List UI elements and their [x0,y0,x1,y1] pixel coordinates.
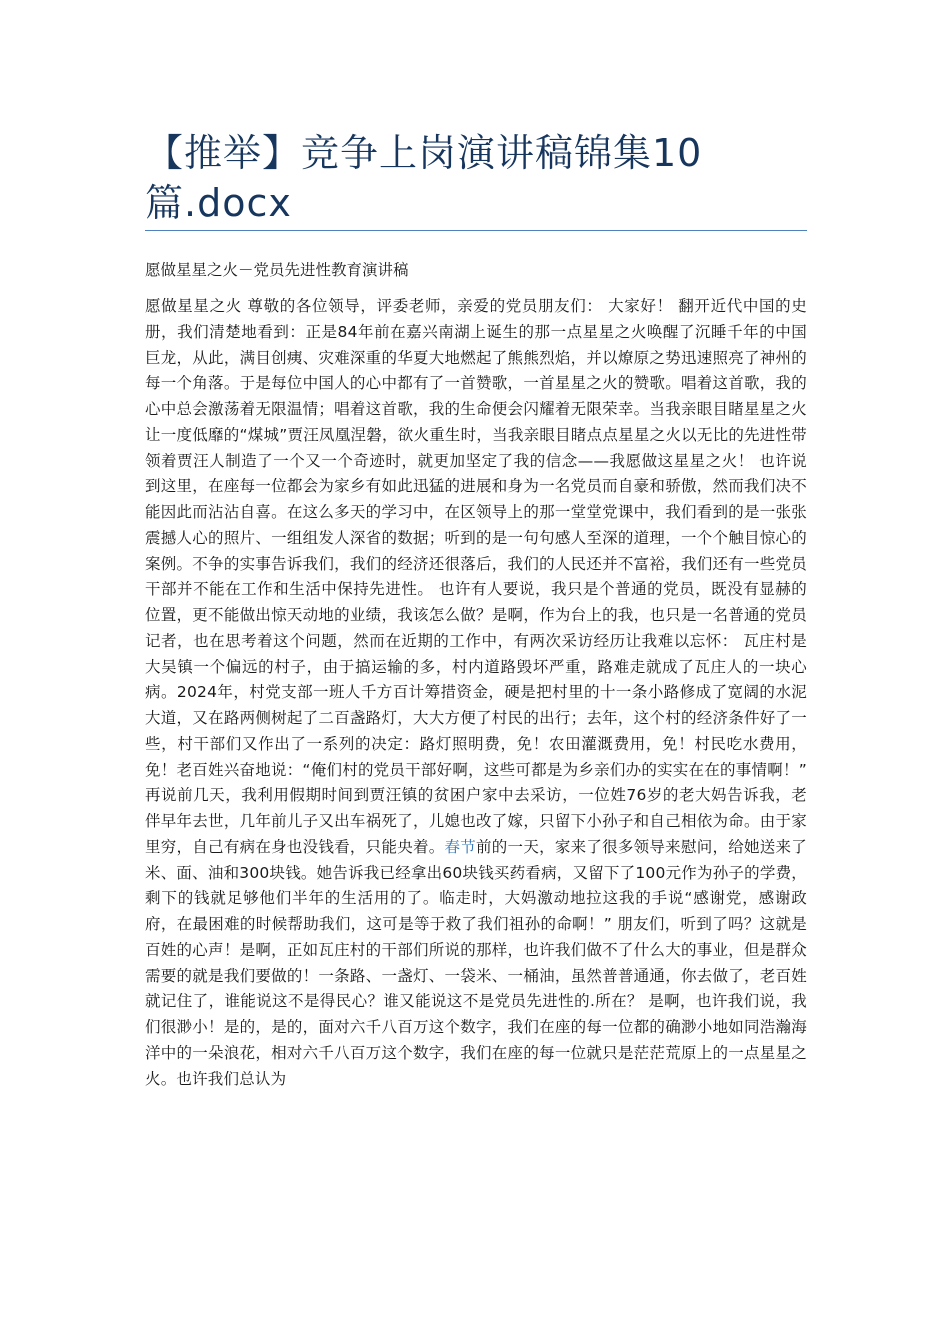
spring-festival-link[interactable]: 春节 [444,837,477,856]
title-divider [145,230,807,231]
body-paragraph [145,294,807,1092]
body-text-part-2: 前的一天，家来了很多领导来慰问，给她送来了米、面、油和300块钱。她告诉我已经拿出60块钱买药看病，又留下了100元作为孙子的学费，剩下的钱就足够他们半年的生活用的了。临走时，大妈激动地拉这我的手说“感谢党，感谢政府，在最困难的时候帮助我们，这可是等于救了我们祖孙的命啊！” 朋友们，听到了吗？这就是百姓的心声！是啊，正如瓦庄村的干部们所说的那样，也许我们做不了什么大的事业，但是群众需要的就是我们要做的！一条路、一盏灯、一袋米、一桶油，虽然普普通通，你去做了，老百姓就记住了，谁能说这不是得民心？谁又能说这不是党员先进性的.所在？ 是啊，也许我们说，我们很渺小！是的，是的，面对六千八百万这个数字，我们在座的每一位都的确渺小地如同浩瀚海洋中的一朵浪花，相对六千八百万这个数字，我们在座的每一位就只是茫茫荒原上的一点星星之火。也许我们总认为 [145,837,807,1088]
document-title: 【推举】竞争上岗演讲稿锦集10篇.docx [145,131,703,225]
body-text-part-1: 愿做星星之火 尊敬的各位领导，评委老师，亲爱的党员朋友们： 大家好！ 翻开近代中国的史册，我们清楚地看到：正是84年前在嘉兴南湖上诞生的那一点星星之火唤醒了沉睡千年的中国巨龙，从此，满目创痍、灾难深重的华夏大地燃起了熊熊烈焰，并以燎原之势迅速照亮了神州的每一个角落。于是每位中国人的心中都有了一首赞歌，一首星星之火的赞歌。唱着这首歌，我的心中总会激荡着无限温情；唱着这首歌，我的生命便会闪耀着无限荣幸。当我亲眼目睹星星之火让一度低靡的“煤城”贾汪凤凰涅磐，欲火重生时，当我亲眼目睹点点星星之火以无比的先进性带领着贾汪人制造了一个又一个奇迹时，就更加坚定了我的信念——我愿做这星星之火！ 也许说到这里，在座每一位都会为家乡有如此迅猛的进展和身为一名党员而自豪和骄傲，然而我们决不能因此而沾沾自喜。在这么多天的学习中，在区领导上的那一堂堂党课中，我们看到的是一张张震撼人心的照片、一组组发人深省的数据；听到的是一句句感人至深的道理，一个个触目惊心的案例。不争的实事告诉我们，我们的经济还很落后，我们的人民还并不富裕，我们还有一些党员干部并不能在工作和生活中保持先进性。 也许有人要说，我只是个普通的党员，既没有显赫的位置，更不能做出惊天动地的业绩，我该怎么做？是啊，作为台上的我，也只是一名普通的党员记者，也在思考着这个问题，然而在近期的工作中，有两次采访经历让我难以忘怀： 瓦庄村是大吴镇一个偏远的村子，由于搞运输的多，村内道路毁坏严重，路难走就成了瓦庄人的一块心病。2024年，村党支部一班人千方百计筹措资金，硬是把村里的十一条小路修成了宽阔的水泥大道，又在路两侧树起了二百盏路灯，大大方便了村民的出行；去年，这个村的经济条件好了一些，村干部们又作出了一系列的决定：路灯照明费，免！农田灌溉费用，免！村民吃水费用，免！老百姓兴奋地说：“俺们村的党员干部好啊，这些可都是为乡亲们办的实实在在的事情啊！” 再说前几天，我利用假期时间到贾汪镇的贫困户家中去采访，一位姓76岁的老大妈告诉我，老伴早年去世，几年前儿子又出车祸死了，儿媳也改了嫁，只留下小孙子和自己相依为命。由于家里穷，自己有病在身也没钱看，只能央着。 [145,297,807,856]
document-subtitle: 愿做星星之火－党员先进性教育演讲稿 [145,261,409,279]
